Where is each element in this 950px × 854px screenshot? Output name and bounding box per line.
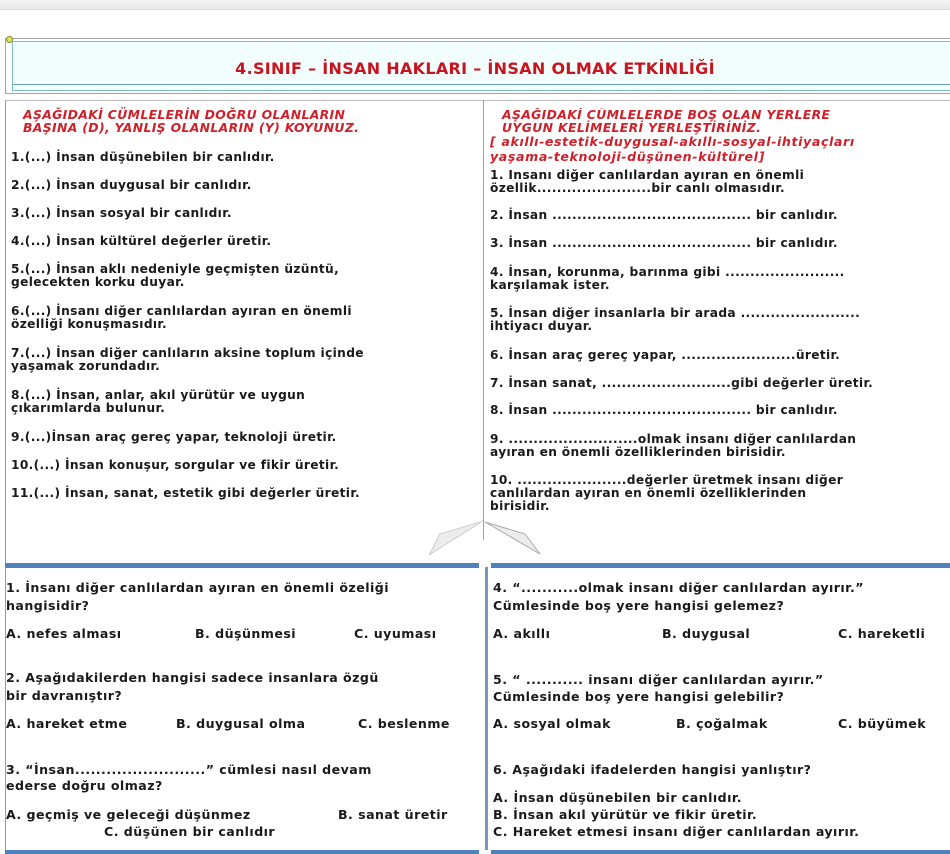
fb-item-10-line3: birisidir. bbox=[490, 499, 550, 513]
fb-item-10-line2: canlılardan ayıran en önemli özelliklerinden bbox=[490, 486, 807, 500]
true-false-heading-line2: BAŞINA (D), YANLIŞ OLANLARIN (Y) KOYUNUZ. bbox=[23, 120, 360, 135]
mc-question-6: 6. Aşağıdaki ifadelerden hangisi yanlıştır? bbox=[493, 762, 812, 777]
mc-q4-option-c[interactable]: C. hareketli bbox=[838, 626, 926, 641]
tf-item-6-line2: özelliği konuşmasıdır. bbox=[11, 317, 168, 331]
mc-q6-option-c[interactable]: C. Hareket etmesi insanı diğer canlılardan ayırır. bbox=[493, 824, 860, 839]
fill-blanks-heading-line2: UYGUN KELİMELERİ YERLEŞTİRİNİZ. bbox=[502, 120, 762, 135]
mc-q3-option-c[interactable]: C. düşünen bir canlıdır bbox=[104, 824, 276, 839]
tf-item-8-line2: çıkarımlarda bulunur. bbox=[11, 401, 166, 415]
mc-question-3-line2: ederse doğru olmaz? bbox=[6, 778, 163, 793]
fb-item-7: 7. İnsan sanat, ..........................gibi değerler üretir. bbox=[490, 376, 874, 390]
mc-q1-option-b[interactable]: B. düşünmesi bbox=[195, 626, 297, 641]
mc-q1-option-c[interactable]: C. uyuması bbox=[354, 626, 437, 641]
mc-q6-option-a[interactable]: A. İnsan düşünebilen bir canlıdır. bbox=[493, 790, 742, 805]
mc-question-4-line2: Cümlesinde boş yere hangisi gelemez? bbox=[493, 598, 785, 613]
mc-q2-option-a[interactable]: A. hareket etme bbox=[6, 716, 128, 731]
fb-item-1-line1: 1. İnsanı diğer canlılardan ayıran en önemli bbox=[490, 169, 805, 182]
tf-item-11: 11.(...) İnsan, sanat, estetik gibi değerler üretir. bbox=[11, 486, 360, 500]
mc-q5-option-a[interactable]: A. sosyal olmak bbox=[493, 716, 611, 731]
tf-item-2: 2.(...) İnsan duygusal bir canlıdır. bbox=[11, 178, 252, 192]
shape-anchor-handle-icon[interactable] bbox=[6, 36, 13, 43]
mc-left-top-bar bbox=[5, 563, 479, 568]
true-false-heading-line1: AŞAĞIDAKİ CÜMLELERİN DOĞRU OLANLARIN bbox=[23, 107, 346, 122]
tf-item-7-line1: 7.(...) İnsan diğer canlıların aksine toplum içinde bbox=[11, 346, 364, 360]
tf-item-3: 3.(...) İnsan sosyal bir canlıdır. bbox=[11, 206, 232, 220]
mc-q4-option-a[interactable]: A. akıllı bbox=[493, 626, 551, 641]
mc-question-5-line2: Cümlesinde boş yere hangisi gelebilir? bbox=[493, 689, 785, 704]
fb-item-9-line2: ayıran en önemli özelliklerinden birisidir. bbox=[490, 445, 786, 459]
mc-q6-option-b[interactable]: B. İnsan akıl yürütür ve fikir üretir. bbox=[493, 807, 758, 822]
top-toolbar-strip bbox=[0, 0, 950, 10]
mc-question-2-line2: bir davranıştır? bbox=[6, 688, 123, 703]
word-bank-line1: [ akıllı-estetik-duygusal-akıllı-sosyal-ihtiyaçları bbox=[490, 134, 855, 149]
fb-item-8: 8. İnsan ........................................ bir canlıdır. bbox=[490, 403, 838, 417]
mc-q4-option-b[interactable]: B. duygusal bbox=[662, 626, 751, 641]
tf-item-5-line2: gelecekten korku duyar. bbox=[11, 275, 185, 289]
mc-q5-option-c[interactable]: C. büyümek bbox=[838, 716, 927, 731]
mc-q5-option-b[interactable]: B. çoğalmak bbox=[676, 716, 768, 731]
mc-q3-option-a[interactable]: A. geçmiş ve geleceği düşünmez bbox=[6, 807, 251, 822]
fb-item-4-line1: 4. İnsan, korunma, barınma gibi ........................ bbox=[490, 265, 845, 279]
mc-question-2-line1: 2. Aşağıdakilerden hangisi sadece insanlara özgü bbox=[6, 670, 379, 685]
fb-item-9-line1: 9. ..........................olmak insanı diğer canlılardan bbox=[490, 432, 857, 446]
tf-item-4: 4.(...) İnsan kültürel değerler üretir. bbox=[11, 234, 272, 248]
tf-item-8-line1: 8.(...) İnsan, anlar, akıl yürütür ve uygun bbox=[11, 388, 306, 402]
title-inner-line bbox=[13, 84, 950, 85]
fb-item-6: 6. İnsan araç gereç yapar, .......................üretir. bbox=[490, 348, 841, 362]
mc-q2-option-b[interactable]: B. duygusal olma bbox=[176, 716, 306, 731]
mc-q2-option-c[interactable]: C. beslenme bbox=[358, 716, 450, 731]
mc-column-divider bbox=[485, 567, 488, 850]
mc-question-1-line1: 1. İnsanı diğer canlılardan ayıran en önemli özeliği bbox=[6, 580, 389, 595]
fill-blanks-heading-line1: AŞAĞIDAKİ CÜMLELERDE BOŞ OLAN YERLERE bbox=[502, 108, 831, 122]
fb-item-1-line2: özellik.......................bir canlı olmasıdır. bbox=[490, 181, 785, 195]
mc-right-top-bar bbox=[491, 563, 950, 568]
mc-question-5-line1: 5. “ ........... insanı diğer canlılardan ayırır.” bbox=[493, 672, 824, 687]
fb-item-10-line1: 10. ......................değerler üretmek insanı diğer bbox=[490, 473, 844, 487]
fb-item-3: 3. İnsan ........................................ bir canlıdır. bbox=[490, 236, 838, 250]
fb-item-4-line2: karşılamak ister. bbox=[490, 278, 610, 292]
fill-blanks-list bbox=[490, 169, 950, 529]
mc-left-bottom-bar bbox=[5, 850, 479, 854]
mc-question-4-line1: 4. “...........olmak insanı diğer canlılardan ayırır.” bbox=[493, 580, 865, 595]
true-false-section bbox=[11, 108, 481, 134]
tf-item-6-line1: 6.(...) İnsanı diğer canlılardan ayıran en önemli bbox=[11, 304, 352, 318]
tf-item-9: 9.(...)İnsan araç gereç yapar, teknoloji üretir. bbox=[11, 430, 337, 444]
tf-item-10: 10.(...) İnsan konuşur, sorgular ve fikir üretir. bbox=[11, 458, 340, 472]
mc-q3-option-b[interactable]: B. sanat üretir bbox=[338, 807, 448, 822]
fb-item-5-line1: 5. İnsan diğer insanlarla bir arada ........................ bbox=[490, 306, 861, 320]
mc-question-3-line1: 3. “İnsan.........................” cümlesi nasıl devam bbox=[6, 762, 372, 777]
page-title: 4.SINIF – İNSAN HAKLARI – İNSAN OLMAK ETKİNLİĞİ bbox=[235, 59, 715, 78]
tf-item-5-line1: 5.(...) İnsan aklı nedeniyle geçmişten üzüntü, bbox=[11, 262, 340, 276]
callout-shape-icon bbox=[425, 520, 555, 560]
mc-q1-option-a[interactable]: A. nefes alması bbox=[6, 626, 122, 641]
column-divider bbox=[483, 100, 484, 540]
fb-item-5-line2: ihtiyacı duyar. bbox=[490, 319, 593, 333]
mc-question-1-line2: hangisidir? bbox=[6, 598, 90, 613]
mc-right-bottom-bar bbox=[491, 850, 950, 854]
word-bank-line2: yaşama-teknoloji-düşünen-kültürel] bbox=[490, 149, 765, 164]
fill-blanks-section bbox=[490, 108, 950, 164]
fb-item-2: 2. İnsan ........................................ bir canlıdır. bbox=[490, 208, 838, 222]
tf-item-1: 1.(...) İnsan düşünebilen bir canlıdır. bbox=[11, 150, 275, 164]
tf-item-7-line2: yaşamak zorundadır. bbox=[11, 359, 161, 373]
